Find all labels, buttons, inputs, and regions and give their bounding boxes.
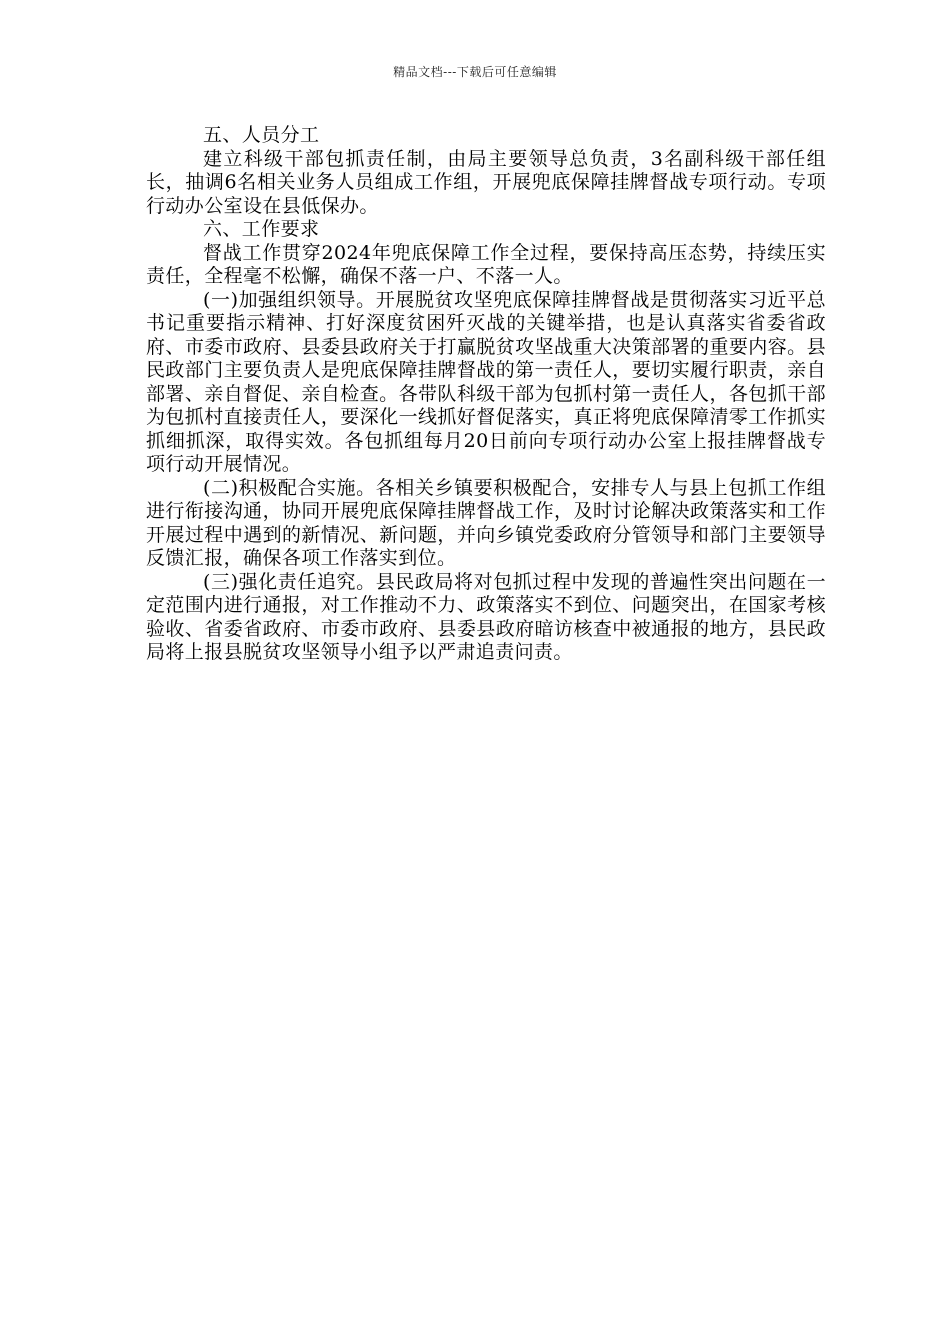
paragraph-requirements-intro: 督战工作贯穿2024年兜底保障工作全过程，要保持高压态势，持续压实责任，全程毫不松懈，确保不落一户、不落一人。 — [146, 241, 826, 287]
document-body — [146, 124, 826, 665]
section-heading-staffing: 五、人员分工 — [203, 124, 320, 146]
paragraph-accountability: (三)强化责任追究。县民政局将对包抓过程中发现的普遍性突出问题在一定范围内进行通报，对工作推动不力、政策落实不到位、问题突出，在国家考核验收、省委省政府、市委市政府、县委县政府暗访核查中被通报的地方，县民政局将上报县脱贫攻坚领导小组予以严肃追责问责。 — [146, 570, 826, 663]
paragraph-leadership: (一)加强组织领导。开展脱贫攻坚兜底保障挂牌督战是贯彻落实习近平总书记重要指示精神、打好深度贫困歼灭战的关键举措，也是认真落实省委省政府、市委市政府、县委县政府关于打赢脱贫攻坚战重大决策部署的重要内容。县民政部门主要负责人是兜底保障挂牌督战的第一责任人，要切实履行职责，亲自部署、亲自督促、亲自检查。各带队科级干部为包抓村第一责任人，各包抓干部为包抓村直接责任人，要深化一线抓好督促落实，真正将兜底保障清零工作抓实抓细抓深，取得实效。各包抓组每月20日前向专项行动办公室上报挂牌督战专项行动开展情况。 — [146, 288, 826, 475]
paragraph-cooperation: (二)积极配合实施。各相关乡镇要积极配合，安排专人与县上包抓工作组进行衔接沟通，协同开展兜底保障挂牌督战工作，及时讨论解决政策落实和工作开展过程中遇到的新情况、新问题，并向乡镇党委政府分管领导和部门主要领导反馈汇报，确保各项工作落实到位。 — [146, 476, 826, 569]
paragraph-staffing: 建立科级干部包抓责任制，由局主要领导总负责，3名副科级干部任组长，抽调6名相关业务人员组成工作组，开展兜底保障挂牌督战专项行动。专项行动办公室设在县低保办。 — [146, 147, 826, 217]
section-heading-requirements: 六、工作要求 — [203, 218, 320, 240]
page-header: 精品文档---下载后可任意编辑 — [393, 65, 557, 79]
